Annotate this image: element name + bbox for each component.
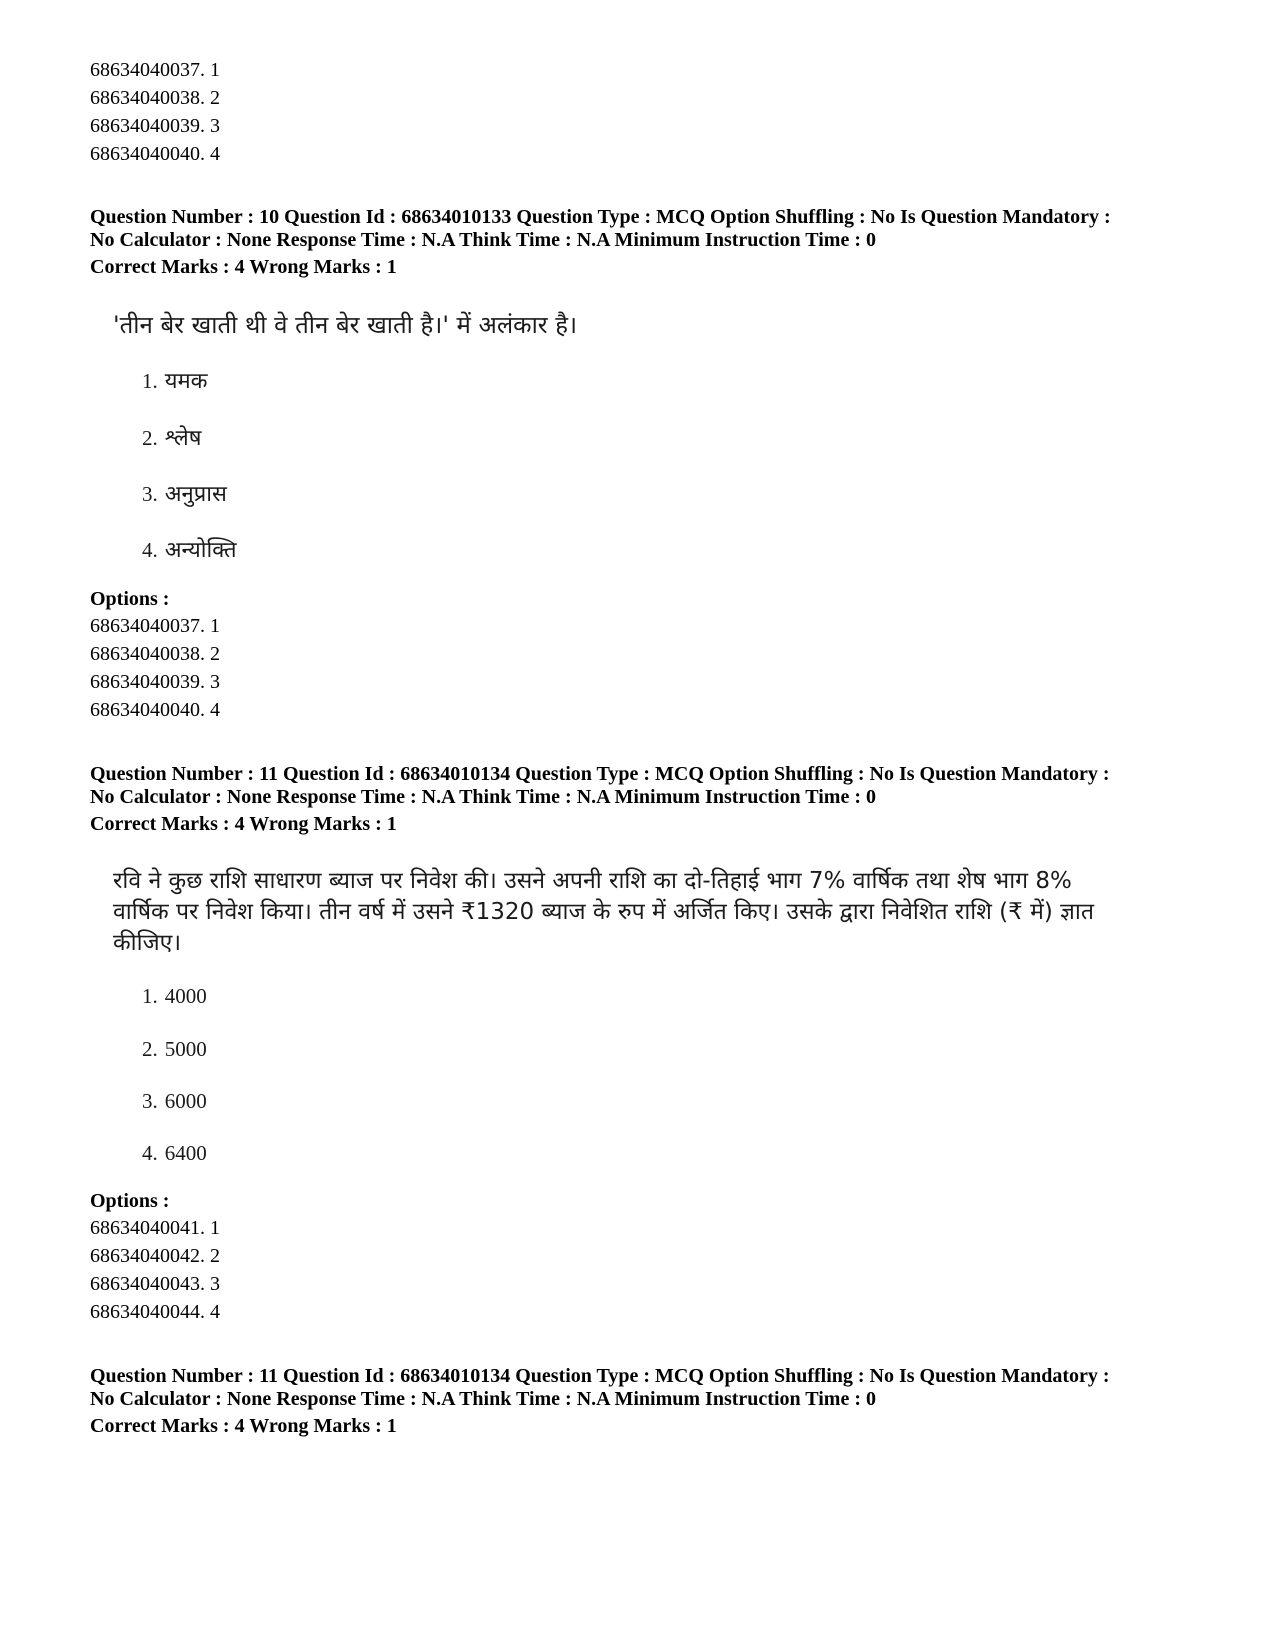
option-id-line: 68634040042. 2 — [90, 1245, 220, 1267]
answer-choice — [142, 1087, 207, 1116]
question-text-line: कीजिए। — [113, 930, 182, 956]
question-text-line: रवि ने कुछ राशि साधारण ब्याज पर निवेश की। उसने अपनी राशि का दो-तिहाई भाग 7% वार्षिक तथा शेष भाग 8% — [113, 868, 1072, 894]
choice-text: अनुप्रास — [164, 482, 227, 507]
choice-number: 2. — [142, 1037, 158, 1061]
question-marks: Correct Marks : 4 Wrong Marks : 1 — [90, 1415, 397, 1437]
choice-number: 3. — [142, 1089, 158, 1113]
answer-choice — [142, 424, 201, 453]
choice-text: 4000 — [164, 984, 207, 1008]
question-meta-line-2: No Calculator : None Response Time : N.A Think Time : N.A Minimum Instruction Time : 0 — [90, 1388, 876, 1410]
answer-choice — [142, 367, 208, 396]
option-id-line: 68634040039. 3 — [90, 671, 220, 693]
question-text — [113, 866, 1153, 959]
choice-number: 2. — [142, 426, 158, 450]
question-text-line: वार्षिक पर निवेश किया। तीन वर्ष में उसने ₹1320 ब्याज के रुप में अर्जित किए। उसके द्वारा निवेशित राशि (₹ में) ज्ञात — [113, 899, 1094, 925]
option-id-line: 68634040040. 4 — [90, 143, 220, 165]
choice-number: 4. — [142, 538, 158, 562]
choice-text: 6000 — [164, 1089, 207, 1113]
answer-choice — [142, 536, 237, 565]
option-id-line: 68634040043. 3 — [90, 1273, 220, 1295]
choice-number: 1. — [142, 984, 158, 1008]
option-id-line: 68634040044. 4 — [90, 1301, 220, 1323]
question-meta-line-1: Question Number : 11 Question Id : 68634010134 Question Type : MCQ Option Shuffling : No Is Question Mandatory : — [90, 1365, 1110, 1387]
choice-text: अन्योक्ति — [164, 538, 237, 563]
choice-number: 1. — [142, 369, 158, 393]
question-marks: Correct Marks : 4 Wrong Marks : 1 — [90, 256, 397, 278]
question-meta-line-1: Question Number : 11 Question Id : 68634010134 Question Type : MCQ Option Shuffling : No Is Question Mandatory : — [90, 763, 1110, 785]
option-id-line: 68634040040. 4 — [90, 699, 220, 721]
choice-text: 6400 — [164, 1141, 207, 1165]
answer-choice — [142, 982, 207, 1011]
option-id-line: 68634040037. 1 — [90, 59, 220, 81]
options-heading: Options : — [90, 588, 170, 610]
question-meta-line-2: No Calculator : None Response Time : N.A Think Time : N.A Minimum Instruction Time : 0 — [90, 229, 876, 251]
answer-choice — [142, 1139, 207, 1168]
question-meta-line-2: No Calculator : None Response Time : N.A Think Time : N.A Minimum Instruction Time : 0 — [90, 786, 876, 808]
choice-text: श्लेष — [164, 426, 202, 451]
choice-text: 5000 — [164, 1037, 207, 1061]
question-marks: Correct Marks : 4 Wrong Marks : 1 — [90, 813, 397, 835]
question-meta-line-1: Question Number : 10 Question Id : 68634010133 Question Type : MCQ Option Shuffling : No Is Question Mandatory : — [90, 206, 1111, 228]
question-text: 'तीन बेर खाती थी वे तीन बेर खाती है।' में अलंकार है। — [113, 311, 578, 339]
option-id-line: 68634040038. 2 — [90, 643, 220, 665]
choice-number: 4. — [142, 1141, 158, 1165]
option-id-line: 68634040041. 1 — [90, 1217, 220, 1239]
answer-choice — [142, 480, 227, 509]
option-id-line: 68634040038. 2 — [90, 87, 220, 109]
choice-number: 3. — [142, 482, 158, 506]
options-heading: Options : — [90, 1190, 170, 1212]
option-id-line: 68634040037. 1 — [90, 615, 220, 637]
option-id-line: 68634040039. 3 — [90, 115, 220, 137]
answer-choice — [142, 1035, 207, 1064]
choice-text: यमक — [164, 369, 208, 394]
